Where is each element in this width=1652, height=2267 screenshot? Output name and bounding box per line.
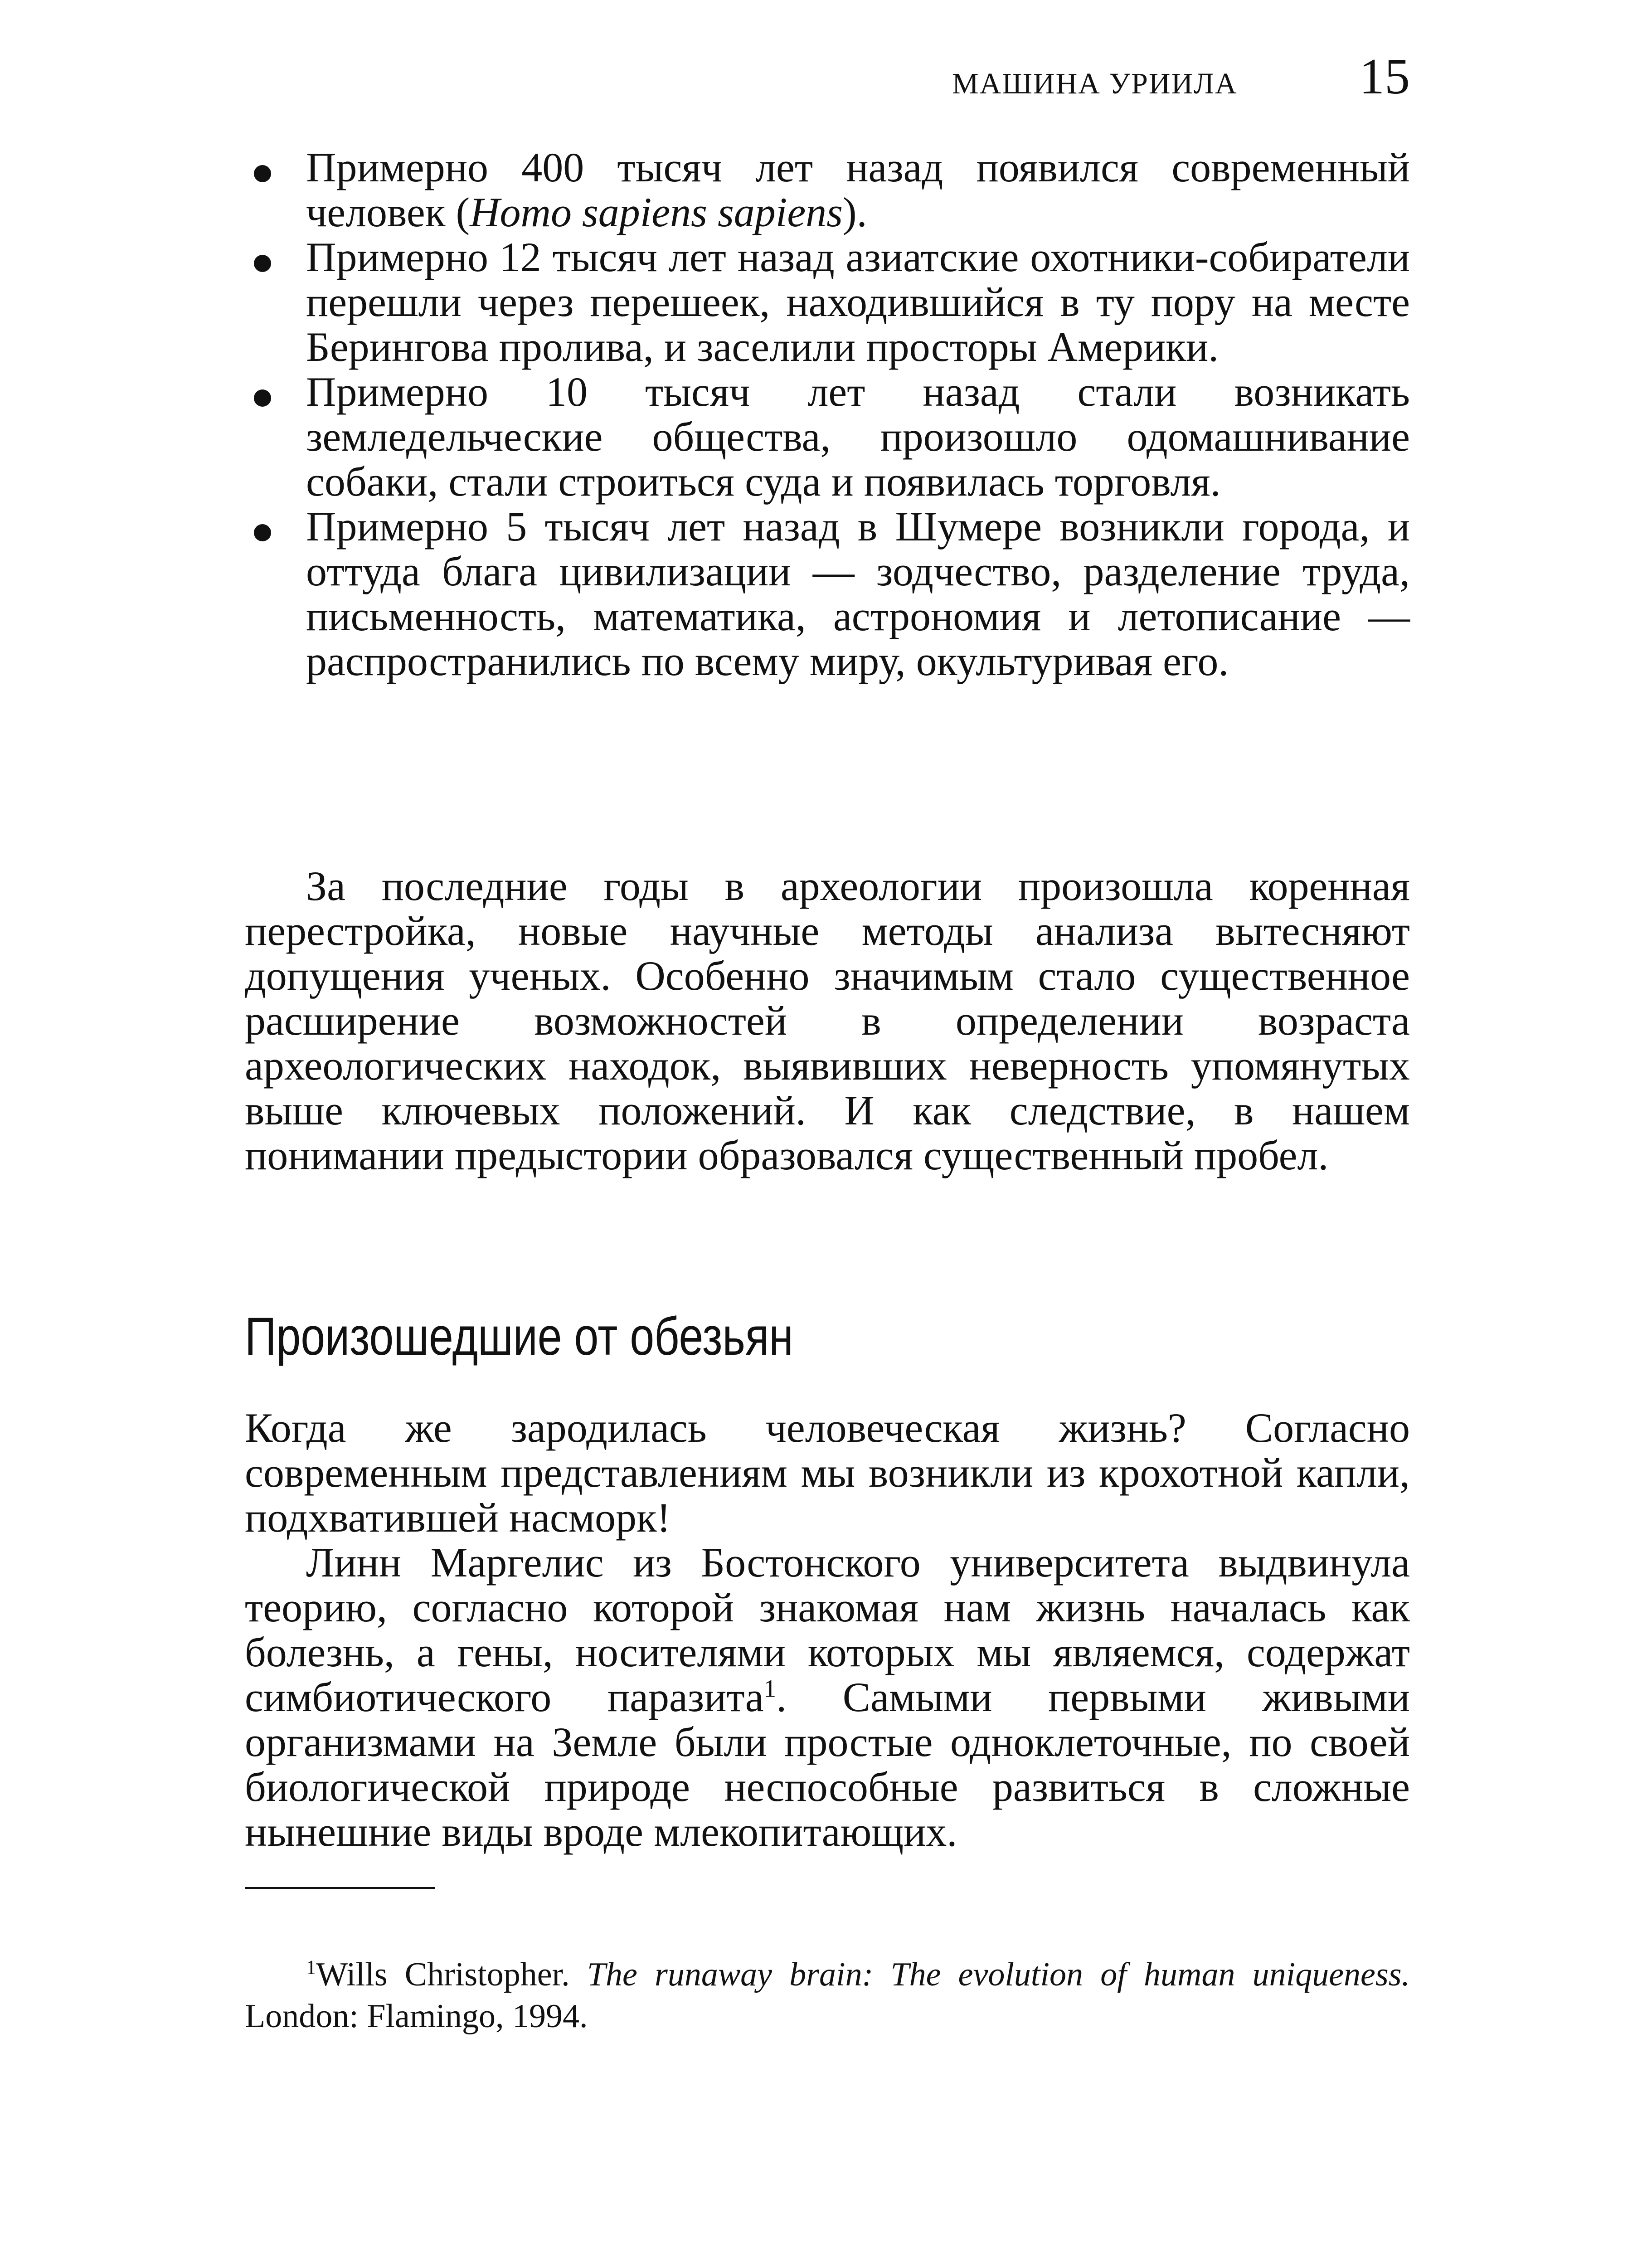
paragraph-text-before: Линн Маргелис из Бостонского университета выдвинула теорию, согласно которой знакомая нам жизнь началась как болезнь, а гены, носителями которых мы являемся, содержат симбиотического паразита [245,1539,1410,1720]
paragraph-text-after: . Самыми первыми живыми организмами на Земле были простые одноклеточные, по своей биологической природе неспособные развиться в сложные нынешние виды вроде млекопитающих. [245,1674,1410,1855]
footnote-marker: 1 [306,1956,316,1979]
bullet-icon [254,524,271,541]
bullet-icon [254,255,271,272]
running-title: МАШИНА УРИИЛА [952,67,1238,100]
list-item [245,504,1410,684]
bullet-text-before: Примерно 400 тысяч лет назад появился современный человек ( [306,144,1410,235]
footnote [245,1954,1410,2037]
bullet-icon [254,389,271,407]
footnote-publication: London: Flamingo, 1994. [245,1998,588,2035]
intro-paragraph: За последние годы в археологии произошла коренная перестройка, новые научные методы анализа вытесняют допущения ученых. Особенно значимым стало существенное расширение возможностей в определении возраста археологических находок, выявивших неверность упомянутых выше ключевых положений. И как следствие, в нашем понимании предыстории образовался существенный пробел. [245,863,1410,1178]
footnote-reference: 1 [763,1674,777,1703]
section-body [245,1406,1410,1854]
intro-section [245,864,1410,1178]
footnote-divider [245,1887,435,1889]
bullet-list [245,145,1410,684]
footnote-author: Wills Christopher. [316,1956,587,1993]
bullet-text: Примерно 10 тысяч лет назад стали возникать земледельческие общества, произошло одомашнивание собаки, стали строиться суда и появилась торговля. [306,369,1410,505]
bullet-text-after: ). [842,189,867,235]
bullet-text: Примерно 12 тысяч лет назад азиатские охотники-собиратели перешли через перешеек, находившийся в ту пору на месте Берингова пролива, и заселили просторы Америки. [306,234,1410,370]
bullet-italic-text: Homo sapiens sapiens [470,189,843,235]
page-number: 15 [1359,49,1410,105]
list-item [245,370,1410,504]
section-heading: Произошедшие от обезьян [245,1307,793,1367]
section-paragraph-2 [245,1540,1410,1854]
bullet-text: Примерно 5 тысяч лет назад в Шумере возникли города, и оттуда блага цивилизации — зодчество, разделение труда, письменность, математика, астрономия и летописание — распространились по всему миру, окультуривая его. [306,503,1410,684]
list-item [245,235,1410,370]
bullet-icon [254,165,271,182]
footnote-title: The runaway brain: The evolution of human uniqueness. [587,1956,1410,1993]
section-paragraph-1: Когда же зародилась человеческая жизнь? Согласно современным представлениям мы возникли из крохотной капли, подхватившей насморк! [245,1405,1410,1541]
list-item [245,145,1410,235]
running-header [952,48,1410,106]
